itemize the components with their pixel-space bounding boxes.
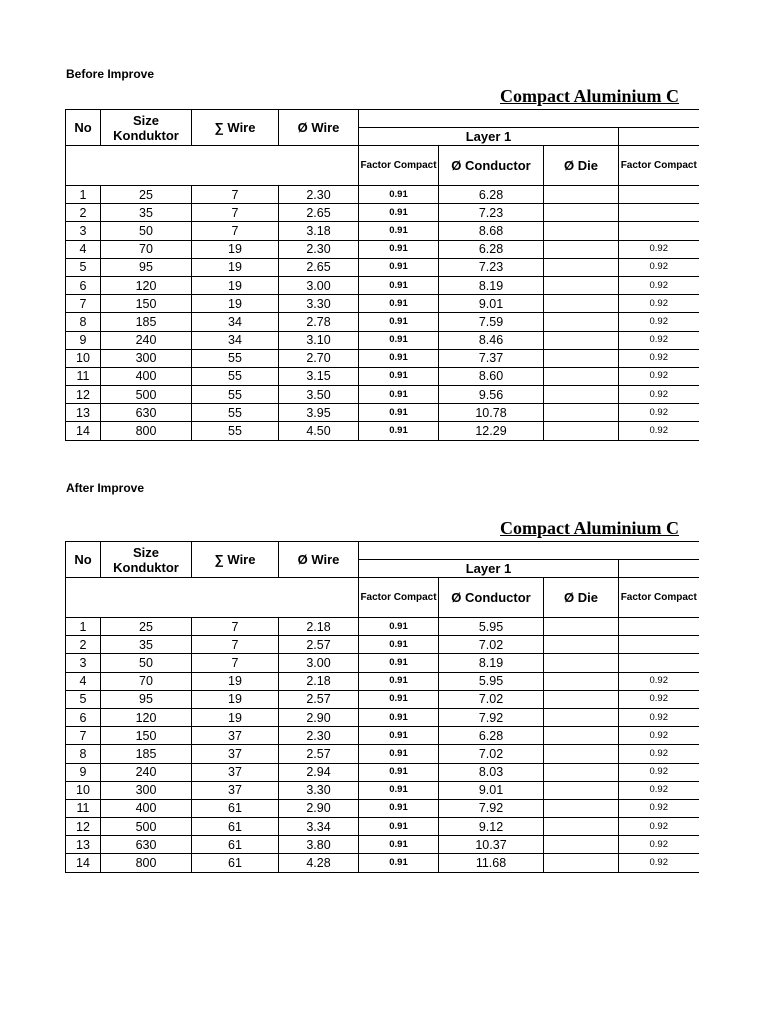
row-conductor-cell: 9.01 [439, 781, 544, 799]
row-factor-compact-cell: 0.91 [359, 331, 439, 349]
row-factor-compact-2-cell: 0.92 [619, 386, 699, 404]
row-no-cell: 10 [66, 781, 101, 799]
row-no-cell: 8 [66, 313, 101, 331]
row-die-cell [544, 763, 619, 781]
row-size-cell: 35 [101, 636, 192, 654]
header-blank [619, 128, 699, 146]
row-die-cell [544, 222, 619, 240]
row-wire-count-cell: 34 [192, 313, 279, 331]
table-row [66, 727, 699, 745]
row-die-cell [544, 745, 619, 763]
row-die-cell [544, 313, 619, 331]
row-no-cell: 2 [66, 204, 101, 222]
row-wire-count-cell: 55 [192, 386, 279, 404]
row-wire-diameter-cell: 2.57 [279, 690, 359, 708]
row-conductor-cell: 7.23 [439, 258, 544, 276]
header-spacer [66, 578, 359, 618]
header-layer: Layer 1 [359, 560, 619, 578]
table-row [66, 186, 699, 204]
row-wire-count-cell: 37 [192, 763, 279, 781]
row-wire-diameter-cell: 2.65 [279, 204, 359, 222]
row-wire-count-cell: 7 [192, 654, 279, 672]
row-no-cell: 7 [66, 295, 101, 313]
row-factor-compact-cell: 0.91 [359, 222, 439, 240]
row-die-cell [544, 295, 619, 313]
row-wire-count-cell: 7 [192, 636, 279, 654]
row-die-cell [544, 331, 619, 349]
row-wire-diameter-cell: 3.00 [279, 276, 359, 294]
row-size-cell: 630 [101, 404, 192, 422]
row-conductor-cell: 12.29 [439, 422, 544, 440]
row-no-cell: 4 [66, 672, 101, 690]
table-row [66, 745, 699, 763]
row-die-cell [544, 276, 619, 294]
table-row [66, 636, 699, 654]
row-wire-diameter-cell: 2.57 [279, 745, 359, 763]
row-die-cell [544, 204, 619, 222]
row-wire-diameter-cell: 3.34 [279, 818, 359, 836]
row-conductor-cell: 6.28 [439, 727, 544, 745]
row-die-cell [544, 799, 619, 817]
row-die-cell [544, 836, 619, 854]
row-wire-diameter-cell: 2.78 [279, 313, 359, 331]
row-factor-compact-2-cell [619, 204, 699, 222]
row-no-cell: 14 [66, 854, 101, 872]
row-size-cell: 70 [101, 240, 192, 258]
row-wire-diameter-cell: 3.15 [279, 367, 359, 385]
table-row [66, 386, 699, 404]
row-factor-compact-cell: 0.91 [359, 799, 439, 817]
row-die-cell [544, 386, 619, 404]
row-no-cell: 13 [66, 404, 101, 422]
row-size-cell: 800 [101, 422, 192, 440]
table-row [66, 672, 699, 690]
table-row [66, 818, 699, 836]
row-factor-compact-cell: 0.91 [359, 367, 439, 385]
table-row [66, 781, 699, 799]
row-factor-compact-cell: 0.91 [359, 258, 439, 276]
row-wire-count-cell: 7 [192, 204, 279, 222]
row-size-cell: 500 [101, 386, 192, 404]
row-conductor-cell: 9.01 [439, 295, 544, 313]
table-row [66, 349, 699, 367]
row-conductor-cell: 7.02 [439, 636, 544, 654]
row-no-cell: 3 [66, 654, 101, 672]
header-size: Size Konduktor [101, 110, 192, 146]
row-conductor-cell: 7.92 [439, 799, 544, 817]
row-factor-compact-cell: 0.91 [359, 836, 439, 854]
row-factor-compact-cell: 0.91 [359, 276, 439, 294]
row-no-cell: 11 [66, 367, 101, 385]
row-factor-compact-2-cell: 0.92 [619, 799, 699, 817]
row-wire-diameter-cell: 2.30 [279, 186, 359, 204]
table-row [66, 204, 699, 222]
row-factor-compact-2-cell: 0.92 [619, 727, 699, 745]
row-factor-compact-2-cell [619, 618, 699, 636]
row-wire-diameter-cell: 3.10 [279, 331, 359, 349]
row-conductor-cell: 8.60 [439, 367, 544, 385]
row-conductor-cell: 7.23 [439, 204, 544, 222]
row-conductor-cell: 7.92 [439, 708, 544, 726]
row-no-cell: 3 [66, 222, 101, 240]
table-row [66, 836, 699, 854]
row-size-cell: 25 [101, 618, 192, 636]
table-row [66, 367, 699, 385]
row-factor-compact-cell: 0.91 [359, 854, 439, 872]
row-die-cell [544, 367, 619, 385]
row-no-cell: 14 [66, 422, 101, 440]
header-blank [619, 560, 699, 578]
row-size-cell: 35 [101, 204, 192, 222]
row-wire-count-cell: 19 [192, 295, 279, 313]
row-wire-count-cell: 19 [192, 708, 279, 726]
row-conductor-cell: 8.68 [439, 222, 544, 240]
table-row [66, 654, 699, 672]
row-factor-compact-2-cell: 0.92 [619, 367, 699, 385]
row-die-cell [544, 672, 619, 690]
row-factor-compact-2-cell: 0.92 [619, 276, 699, 294]
row-size-cell: 500 [101, 818, 192, 836]
row-die-cell [544, 781, 619, 799]
row-wire-count-cell: 61 [192, 818, 279, 836]
row-wire-count-cell: 61 [192, 836, 279, 854]
row-wire-count-cell: 37 [192, 727, 279, 745]
row-size-cell: 400 [101, 367, 192, 385]
row-size-cell: 630 [101, 836, 192, 854]
row-factor-compact-2-cell: 0.92 [619, 331, 699, 349]
row-die-cell [544, 240, 619, 258]
row-wire-diameter-cell: 2.70 [279, 349, 359, 367]
row-factor-compact-2-cell [619, 222, 699, 240]
row-factor-compact-cell: 0.91 [359, 404, 439, 422]
row-size-cell: 50 [101, 222, 192, 240]
row-factor-compact-cell: 0.91 [359, 386, 439, 404]
row-no-cell: 9 [66, 763, 101, 781]
row-factor-compact-2-cell: 0.92 [619, 854, 699, 872]
row-wire-diameter-cell: 3.80 [279, 836, 359, 854]
row-wire-count-cell: 61 [192, 799, 279, 817]
header-spacer [66, 146, 359, 186]
row-factor-compact-cell: 0.91 [359, 636, 439, 654]
row-factor-compact-2-cell [619, 654, 699, 672]
row-factor-compact-cell: 0.91 [359, 186, 439, 204]
row-size-cell: 50 [101, 654, 192, 672]
header-wire-count: ∑ Wire [192, 542, 279, 578]
row-no-cell: 2 [66, 636, 101, 654]
row-conductor-cell: 9.12 [439, 818, 544, 836]
header-factor-compact: Factor Compact [359, 578, 439, 618]
row-wire-diameter-cell: 3.00 [279, 654, 359, 672]
row-size-cell: 300 [101, 349, 192, 367]
row-wire-count-cell: 55 [192, 422, 279, 440]
row-factor-compact-cell: 0.91 [359, 349, 439, 367]
row-conductor-cell: 8.03 [439, 763, 544, 781]
row-die-cell [544, 854, 619, 872]
row-factor-compact-2-cell: 0.92 [619, 836, 699, 854]
row-wire-diameter-cell: 2.57 [279, 636, 359, 654]
row-wire-diameter-cell: 4.28 [279, 854, 359, 872]
row-factor-compact-2-cell: 0.92 [619, 313, 699, 331]
table-row [66, 276, 699, 294]
header-wire-diameter: Ø Wire [279, 110, 359, 146]
row-factor-compact-cell: 0.91 [359, 708, 439, 726]
table-row [66, 799, 699, 817]
row-no-cell: 11 [66, 799, 101, 817]
row-factor-compact-2-cell: 0.92 [619, 240, 699, 258]
header-wire-count: ∑ Wire [192, 110, 279, 146]
row-die-cell [544, 422, 619, 440]
row-conductor-cell: 7.02 [439, 745, 544, 763]
header-die: Ø Die [544, 146, 619, 186]
table-row [66, 240, 699, 258]
row-wire-count-cell: 19 [192, 672, 279, 690]
row-no-cell: 5 [66, 690, 101, 708]
row-factor-compact-2-cell: 0.92 [619, 295, 699, 313]
row-no-cell: 6 [66, 276, 101, 294]
row-size-cell: 400 [101, 799, 192, 817]
header-group-blank [359, 110, 699, 128]
header-no: No [66, 542, 101, 578]
row-wire-count-cell: 34 [192, 331, 279, 349]
row-no-cell: 1 [66, 618, 101, 636]
header-layer: Layer 1 [359, 128, 619, 146]
header-wire-diameter: Ø Wire [279, 542, 359, 578]
row-wire-count-cell: 55 [192, 367, 279, 385]
header-factor-compact-2: Factor Compact [619, 578, 699, 618]
row-wire-diameter-cell: 2.18 [279, 672, 359, 690]
header-factor-compact: Factor Compact [359, 146, 439, 186]
row-conductor-cell: 8.46 [439, 331, 544, 349]
table-row [66, 854, 699, 872]
row-factor-compact-2-cell [619, 186, 699, 204]
row-factor-compact-2-cell: 0.92 [619, 258, 699, 276]
row-wire-count-cell: 37 [192, 781, 279, 799]
row-size-cell: 70 [101, 672, 192, 690]
row-conductor-cell: 9.56 [439, 386, 544, 404]
row-wire-diameter-cell: 3.30 [279, 295, 359, 313]
before-improve-label: Before Improve [66, 67, 155, 81]
row-factor-compact-cell: 0.91 [359, 781, 439, 799]
row-factor-compact-cell: 0.91 [359, 295, 439, 313]
row-factor-compact-2-cell: 0.92 [619, 781, 699, 799]
row-wire-diameter-cell: 2.30 [279, 727, 359, 745]
row-wire-diameter-cell: 2.90 [279, 799, 359, 817]
row-size-cell: 185 [101, 313, 192, 331]
row-factor-compact-cell: 0.91 [359, 672, 439, 690]
row-no-cell: 8 [66, 745, 101, 763]
table-row [66, 404, 699, 422]
row-size-cell: 120 [101, 708, 192, 726]
row-factor-compact-cell: 0.91 [359, 818, 439, 836]
after-table-title: Compact Aluminium C [500, 518, 680, 538]
row-wire-diameter-cell: 2.94 [279, 763, 359, 781]
table-row [66, 222, 699, 240]
row-size-cell: 185 [101, 745, 192, 763]
row-size-cell: 240 [101, 763, 192, 781]
row-conductor-cell: 5.95 [439, 618, 544, 636]
row-factor-compact-2-cell: 0.92 [619, 763, 699, 781]
row-factor-compact-cell: 0.91 [359, 654, 439, 672]
before-table-title: Compact Aluminium C [500, 86, 680, 106]
header-no: No [66, 110, 101, 146]
row-die-cell [544, 349, 619, 367]
row-die-cell [544, 186, 619, 204]
row-die-cell [544, 636, 619, 654]
row-conductor-cell: 5.95 [439, 672, 544, 690]
row-size-cell: 25 [101, 186, 192, 204]
row-no-cell: 12 [66, 818, 101, 836]
row-conductor-cell: 6.28 [439, 186, 544, 204]
header-die: Ø Die [544, 578, 619, 618]
header-group-blank [359, 542, 699, 560]
row-wire-count-cell: 37 [192, 745, 279, 763]
table-row [66, 295, 699, 313]
row-no-cell: 9 [66, 331, 101, 349]
row-no-cell: 13 [66, 836, 101, 854]
row-factor-compact-cell: 0.91 [359, 763, 439, 781]
row-wire-diameter-cell: 3.95 [279, 404, 359, 422]
row-factor-compact-cell: 0.91 [359, 313, 439, 331]
row-die-cell [544, 258, 619, 276]
row-no-cell: 5 [66, 258, 101, 276]
table-row [66, 313, 699, 331]
after-improve-label: After Improve [66, 481, 145, 495]
row-factor-compact-2-cell: 0.92 [619, 708, 699, 726]
row-die-cell [544, 708, 619, 726]
row-no-cell: 10 [66, 349, 101, 367]
table-row [66, 690, 699, 708]
row-factor-compact-2-cell: 0.92 [619, 672, 699, 690]
row-wire-count-cell: 19 [192, 240, 279, 258]
after-table [65, 541, 699, 873]
row-size-cell: 120 [101, 276, 192, 294]
row-factor-compact-cell: 0.91 [359, 618, 439, 636]
row-wire-diameter-cell: 4.50 [279, 422, 359, 440]
row-die-cell [544, 818, 619, 836]
row-wire-diameter-cell: 3.18 [279, 222, 359, 240]
row-wire-count-cell: 19 [192, 258, 279, 276]
row-die-cell [544, 727, 619, 745]
row-die-cell [544, 404, 619, 422]
row-wire-count-cell: 55 [192, 349, 279, 367]
header-conductor: Ø Conductor [439, 146, 544, 186]
row-factor-compact-cell: 0.91 [359, 690, 439, 708]
row-die-cell [544, 654, 619, 672]
row-factor-compact-2-cell: 0.92 [619, 818, 699, 836]
row-factor-compact-2-cell: 0.92 [619, 745, 699, 763]
row-factor-compact-cell: 0.91 [359, 204, 439, 222]
header-conductor: Ø Conductor [439, 578, 544, 618]
row-factor-compact-cell: 0.91 [359, 745, 439, 763]
row-no-cell: 6 [66, 708, 101, 726]
row-wire-count-cell: 7 [192, 222, 279, 240]
row-wire-diameter-cell: 3.50 [279, 386, 359, 404]
row-conductor-cell: 8.19 [439, 276, 544, 294]
row-wire-diameter-cell: 2.90 [279, 708, 359, 726]
row-size-cell: 240 [101, 331, 192, 349]
row-factor-compact-2-cell: 0.92 [619, 422, 699, 440]
row-factor-compact-2-cell: 0.92 [619, 349, 699, 367]
row-size-cell: 95 [101, 258, 192, 276]
row-factor-compact-2-cell [619, 636, 699, 654]
row-conductor-cell: 10.78 [439, 404, 544, 422]
row-wire-count-cell: 19 [192, 276, 279, 294]
before-table [65, 109, 699, 441]
table-row [66, 331, 699, 349]
row-conductor-cell: 11.68 [439, 854, 544, 872]
table-row [66, 763, 699, 781]
row-no-cell: 12 [66, 386, 101, 404]
row-wire-count-cell: 61 [192, 854, 279, 872]
row-conductor-cell: 7.02 [439, 690, 544, 708]
row-no-cell: 1 [66, 186, 101, 204]
row-wire-count-cell: 55 [192, 404, 279, 422]
row-size-cell: 300 [101, 781, 192, 799]
table-row [66, 422, 699, 440]
row-conductor-cell: 6.28 [439, 240, 544, 258]
row-wire-diameter-cell: 3.30 [279, 781, 359, 799]
row-conductor-cell: 10.37 [439, 836, 544, 854]
table-row [66, 618, 699, 636]
row-size-cell: 150 [101, 727, 192, 745]
row-conductor-cell: 7.59 [439, 313, 544, 331]
row-conductor-cell: 7.37 [439, 349, 544, 367]
row-wire-count-cell: 19 [192, 690, 279, 708]
table-row [66, 708, 699, 726]
header-factor-compact-2: Factor Compact [619, 146, 699, 186]
row-wire-diameter-cell: 2.65 [279, 258, 359, 276]
row-factor-compact-cell: 0.91 [359, 727, 439, 745]
row-factor-compact-2-cell: 0.92 [619, 690, 699, 708]
row-wire-count-cell: 7 [192, 618, 279, 636]
row-size-cell: 95 [101, 690, 192, 708]
row-factor-compact-cell: 0.91 [359, 240, 439, 258]
row-no-cell: 4 [66, 240, 101, 258]
row-wire-diameter-cell: 2.30 [279, 240, 359, 258]
header-size: Size Konduktor [101, 542, 192, 578]
row-conductor-cell: 8.19 [439, 654, 544, 672]
table-row [66, 258, 699, 276]
row-size-cell: 800 [101, 854, 192, 872]
row-factor-compact-2-cell: 0.92 [619, 404, 699, 422]
row-wire-count-cell: 7 [192, 186, 279, 204]
row-size-cell: 150 [101, 295, 192, 313]
row-no-cell: 7 [66, 727, 101, 745]
row-die-cell [544, 690, 619, 708]
row-die-cell [544, 618, 619, 636]
row-wire-diameter-cell: 2.18 [279, 618, 359, 636]
row-factor-compact-cell: 0.91 [359, 422, 439, 440]
